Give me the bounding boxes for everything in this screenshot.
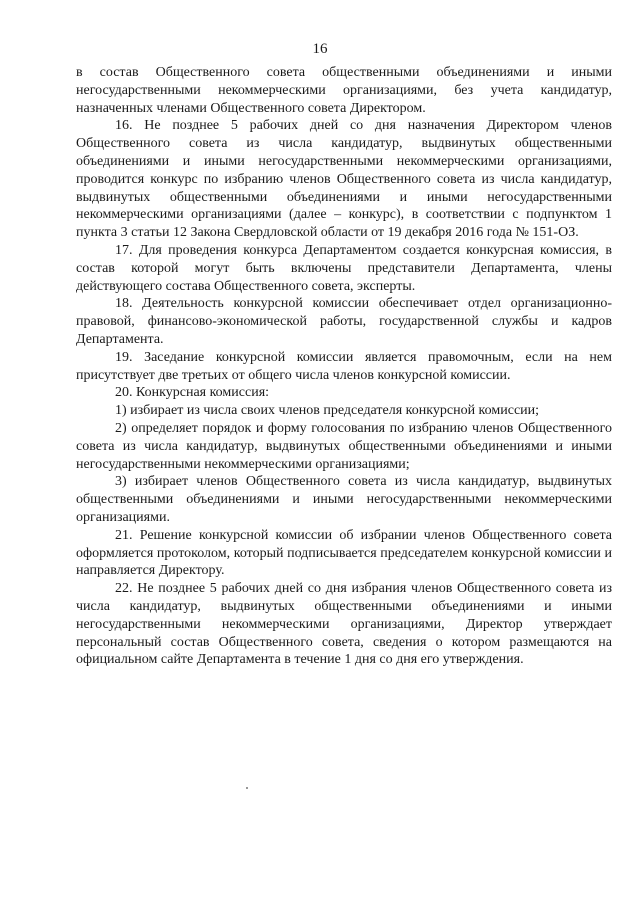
paragraph-22: 22. Не позднее 5 рабочих дней со дня избрания членов Общественного совета из числа кандидатур, выдвинутых общественными объединениями и иными негосударственными некоммерческими организациями, Директор утверждает персональный состав Общественного совета, сведения о котором размещаются на официальном сайте Департамента в течение 1 дня со дня его утверждения.: [76, 581, 612, 668]
page-number: 16: [312, 41, 328, 57]
paragraph-16: 16. Не позднее 5 рабочих дней со дня назначения Директором членов Общественного совета из числа кандидатур, выдвинутых общественными объединениями и иными негосударственными некоммерческими организациями, проводится конкурс по избранию членов Общественного совета из числа кандидатур, выдвинутых общественными объединениями и иными негосударственными некоммерческими организациями (далее – конкурс), в соответствии с подпунктом 1 пункта 3 статьи 12 Закона Свердловской области от 19 декабря 2016 года № 151-ОЗ.: [76, 118, 612, 241]
paragraph-continuation: в состав Общественного совета общественными объединениями и иными негосударственными некоммерческими организациями, без учета кандидатур, назначенных членами Общественного совета Директором.: [76, 65, 612, 116]
list-item-2: 2) определяет порядок и форму голосования по избранию членов Общественного совета из числа кандидатур, выдвинутых общественными объединениями и иными негосударственными некоммерческими организациями;: [76, 420, 612, 472]
paragraph-21: 21. Решение конкурсной комиссии об избрании членов Общественного совета оформляется протоколом, который подписывается председателем конкурсной комиссии и направляется Директору.: [76, 527, 612, 579]
paragraph-17: 17. Для проведения конкурса Департаментом создается конкурсная комиссия, в состав которой могут быть включены представители Департамента, члены действующего состава Общественного совета, эксперты.: [76, 242, 612, 294]
list-item-3: 3) избирает членов Общественного совета из числа кандидатур, выдвинутых общественными объединениями и иными негосударственными некоммерческими организациями.: [76, 474, 612, 525]
paragraph-18: 18. Деятельность конкурсной комиссии обеспечивает отдел организационно-правовой, финансово-экономической работы, государственной службы и кадров Департамента.: [76, 296, 612, 347]
scan-speck: [246, 787, 248, 789]
paragraph-20: 20. Конкурсная комиссия:: [115, 385, 270, 401]
list-item-1: 1) избирает из числа своих членов председателя конкурсной комиссии;: [115, 403, 540, 419]
paragraph-19: 19. Заседание конкурсной комиссии является правомочным, если на нем присутствует две третьих от общего числа членов конкурсной комиссии.: [76, 349, 612, 383]
document-body: [76, 64, 612, 669]
